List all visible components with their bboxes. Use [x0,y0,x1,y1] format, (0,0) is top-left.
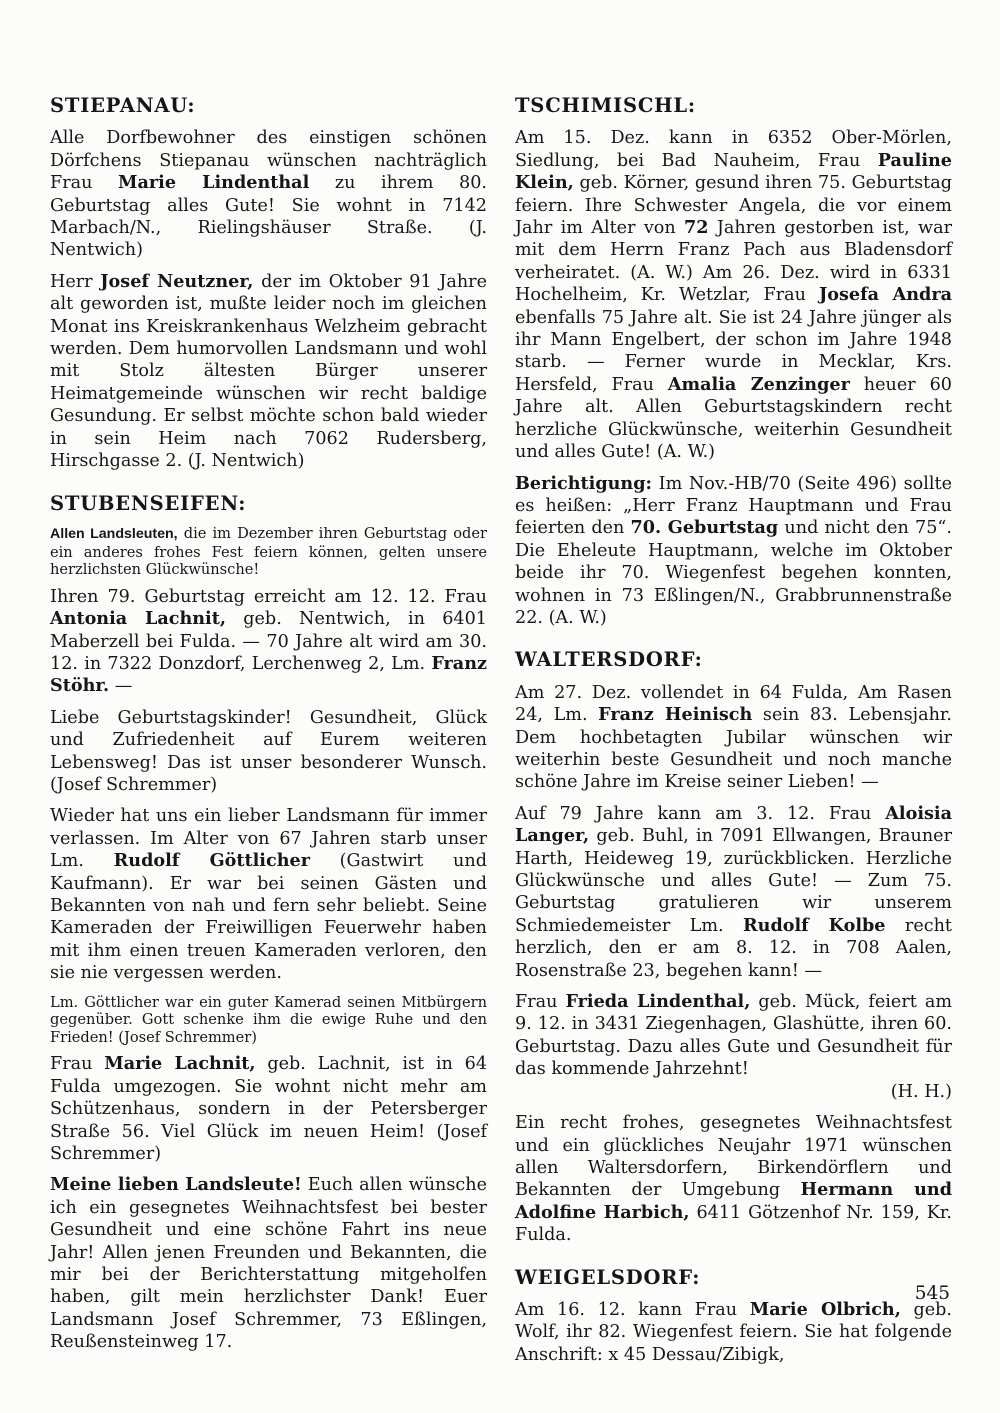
paragraph [515,682,952,794]
paragraph [515,127,952,463]
text-segment: heuer 60 Jahre alt. Allen Geburtstagskindern recht herzliche Glückwünsche, weiterhin Gesundheit und alles Gute! (A. W.) [515,374,952,463]
emphasized-text: Franz Stöhr. [50,652,487,697]
paragraph [50,127,487,261]
emphasized-text: Marie Lachnit, [104,1053,256,1075]
page-content [50,95,952,1375]
text-segment: die im Dezember ihren Geburtstag oder ein anderes frohes Fest feiern können, gelten unsere herzlichsten Glückwünsche! [50,524,487,579]
text-segment: Frau [50,1054,105,1075]
text-segment: sein 83. Lebensjahr. Dem hochbetagten Jubilar wünschen wir weiterhin beste Gesundheit und noch manche schöne Jahre im Kreise seiner Lieben! — [515,705,952,793]
page-number: 545 [914,1283,950,1304]
section-heading: STUBENSEIFEN: [50,491,247,515]
section-heading: WALTERSDORF: [515,648,703,672]
emphasized-text: Franz Heinisch [598,704,753,726]
left-column [50,95,487,1375]
text-segment: geb. Buhl, in 7091 Ellwangen, Brauner Harth, Heideweg 19, zurückblicken. Herzliche Glückwünsche und alles Gute! — Zum 75. Geburtstag gratulieren wir unserem Schmiedemeister Lm. [515,826,952,936]
emphasized-text: 72 [684,217,709,239]
text-segment: Im Nov.-HB/70 (Seite 496) sollte es heißen: „Herr Franz Hauptmann und Frau feierten den [515,473,952,539]
section-heading: WEIGELSDORF: [515,1265,701,1289]
paragraph [50,525,487,579]
section-heading: STIEPANAU: [50,94,196,117]
text-segment: Am 27. Dez. vollendet in 64 Fulda, Am Rasen 24, Lm. [515,682,952,726]
text-segment: und nicht den 75“. Die Eheleute Hauptmann, welche im Oktober beide ihr 70. Wiegenfest begehen konnten, wohnen in 73 Eßlingen/N., Grabbrunnenstraße 22. (A. W.) [515,518,952,628]
emphasized-text: Rudolf Göttlicher [113,850,310,872]
paragraph [50,994,487,1047]
paragraph [515,803,952,982]
section-heading: TSCHIMISCHL: [515,94,696,117]
text-segment: geb. Mück, feiert am 9. 12. in 3431 Ziegenhagen, Glashütte, ihren 60. Geburtstag. Dazu alles Gute und Gesundheit für das kommende Jahrzehnt! [515,992,953,1080]
text-segment: geb. Körner, gesund ihren 75. Geburtstag feiern. Ihre Schwester Angela, die vor einem Jahr im Alter von [515,173,952,239]
text-segment: Euch allen wünsche ich ein gesegnetes Weihnachtsfest bei bester Gesundheit und eine schöne Fahrt ins neue Jahr! Allen jenen Freunden und Bekannten, die mir bei der Berichterstattung mitgeholfen haben, gilt mein herzlichster Dank! Euer Landsmann Josef Schremmer, 73 Eßlingen, Reußensteinweg 17. [50,1175,487,1353]
emphasized-text: Berichtigung: [515,472,653,494]
right-column [515,95,952,1375]
emphasized-text: Amalia Zenzinger [667,373,850,395]
text-segment: Frau [515,992,566,1013]
text-segment: geb. Wolf, ihr 82. Wiegenfest feiern. Sie hat folgende Anschrift: x 45 Dessau/Zibigk, [515,1299,953,1365]
text-segment: Am 15. Dez. kann in 6352 Ober-Mörlen, Siedlung, bei Bad Nauheim, Frau [515,128,952,171]
emphasized-text: Josefa Andra [818,284,952,306]
text-segment: (Gastwirt und Kaufmann). Er war bei seinen Gästen und Bekannten von nah und fern sehr beliebt. Seine Kameraden der Freiwilligen Feuerwehr haben mit ihm einen treuen Kameraden verloren, den sie nie vergessen werden. [50,851,487,984]
emphasized-text: Pauline Klein, [515,149,952,194]
paragraph [50,1174,487,1353]
text-segment: recht herzlich, den er am 8. 12. in 708 Aalen, Rosenstraße 23, begehen kann! — [515,915,952,981]
paragraph [50,1053,487,1165]
text-segment: Herr [50,271,101,292]
paragraph [50,707,487,797]
text-segment: zu ihrem 80. Geburtstag alles Gute! Sie wohnt in 7142 Marbach/N., Rielingshäuser Straße. (J. Nentwich) [50,173,487,261]
text-segment: Ihren 79. Geburtstag erreicht am 12. 12. Frau [50,586,487,607]
paragraph [515,473,952,630]
emphasized-text: Meine lieben Landsleute! [50,1174,302,1196]
emphasized-text: Allen Landsleuten, [50,525,178,542]
paragraph [50,586,487,698]
emphasized-text: Antonia Lachnit, [50,608,226,630]
text-segment: 6411 Götzenhof Nr. 159, Kr. Fulda. [515,1202,952,1246]
text-segment: Jahren gestorben ist, war mit dem Herrn Franz Pach aus Bladensdorf verheiratet. (A. W.) Am 26. Dez. wird in 6331 Hochelheim, Kr. Wetzlar, Frau [515,218,952,306]
text-segment: Alle Dorfbewohner des einstigen schönen Dörfchens Stiepanau wünschen nachträglich Frau [50,128,487,194]
emphasized-text: Aloisia Langer, [515,802,952,847]
text-segment: geb. Lachnit, ist in 64 Fulda umgezogen. Sie wohnt nicht mehr am Schützenhaus, sondern in der Petersberger Straße 56. Viel Glück im neuen Heim! (Josef Schremmer) [50,1054,488,1165]
signature-initials: (H. H.) [890,1081,952,1102]
emphasized-text: Hermann und Adolfine Harbich, [515,1179,952,1223]
paragraph [50,271,487,473]
paragraph [515,1112,952,1246]
emphasized-text: Frieda Lindenthal, [565,991,751,1013]
text-segment: Ein recht frohes, gesegnetes Weihnachtsfest und ein glückliches Neujahr 1971 wünschen allen Waltersdorfern, Birkendörflern und Bekannten der Umgebung [515,1113,952,1201]
paragraph [515,1299,952,1366]
text-segment: Am 16. 12. kann Frau [515,1299,750,1320]
emphasized-text: Marie Olbrich, [749,1298,901,1320]
text-segment: Lm. Göttlicher war ein guter Kamerad seinen Mitbürgern gegenüber. Gott schenke ihm die ewige Ruhe und den Frieden! (Josef Schremmer) [50,993,487,1046]
text-segment: Auf 79 Jahre kann am 3. 12. Frau [515,803,886,824]
text-segment: Wieder hat uns ein lieber Landsmann für immer verlassen. Im Alter von 67 Jahren starb unser Lm. [50,806,487,872]
text-segment: ebenfalls 75 Jahre alt. Sie ist 24 Jahre jünger als ihr Mann Engelbert, der schon im Jahre 1948 starb. — Ferner wurde in Mecklar, Krs. Hersfeld, Frau [515,307,952,395]
paragraph [515,991,952,1103]
emphasized-text: Rudolf Kolbe [743,914,886,936]
paragraph [50,805,487,984]
text-segment: Liebe Geburtstagskinder! Gesundheit, Glück und Zufriedenheit auf Eurem weiteren Lebensweg! Das ist unser besonderer Wunsch. (Josef Schremmer) [50,707,487,795]
text-segment: geb. Nentwich, in 6401 Maberzell bei Fulda. — 70 Jahre alt wird am 30. 12. in 7322 Donzdorf, Lerchenweg 2, Lm. [50,609,487,674]
text-segment: — [109,676,133,697]
emphasized-text: 70. Geburtstag [630,517,779,539]
emphasized-text: Marie Lindenthal [118,172,310,194]
text-segment: der im Oktober 91 Jahre alt geworden ist, mußte leider noch im gleichen Monat ins Kreiskrankenhaus Welzheim gebracht werden. Dem humorvollen Landsmann und wohl mit Stolz ältesten Bürger unserer Heimatgemeinde wünschen wir recht baldige Gesundung. Er selbst möchte schon bald wieder in sein Heim nach 7062 Rudersberg, Hirschgasse 2. (J. Nentwich) [50,271,487,472]
emphasized-text: Josef Neutzner, [100,270,254,292]
